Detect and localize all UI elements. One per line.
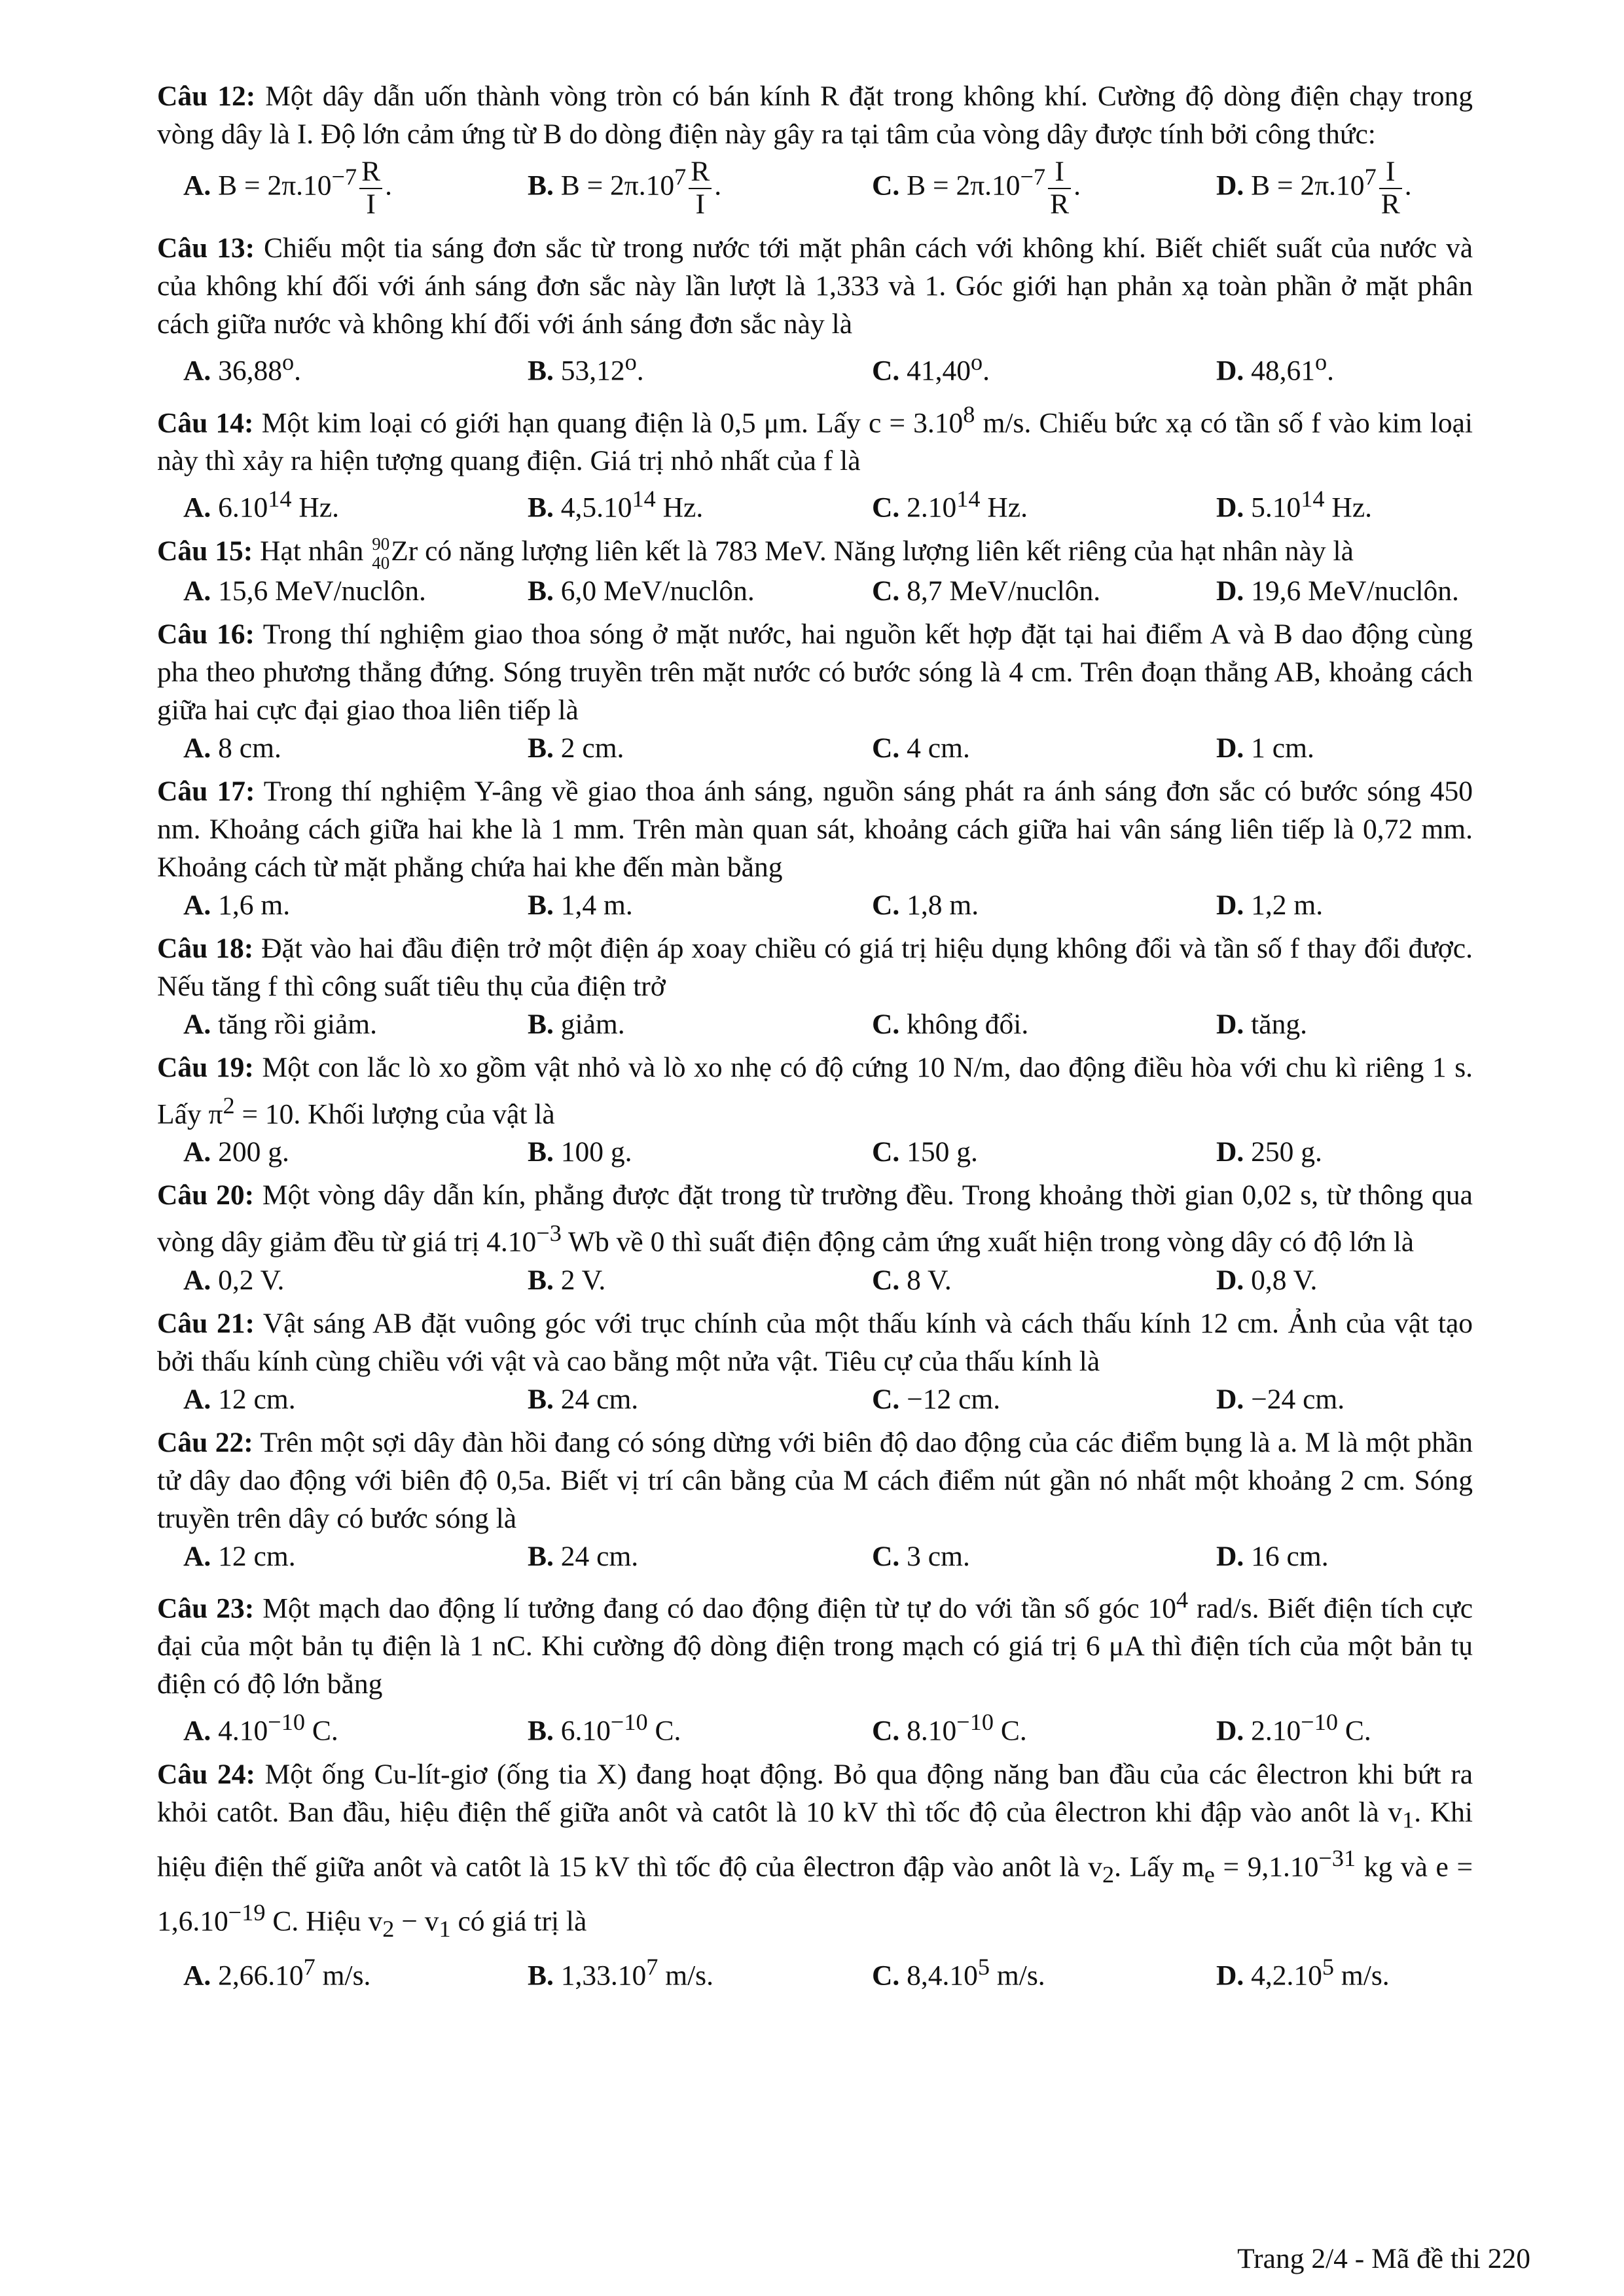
answer-options [183, 1703, 1473, 1750]
option-a[interactable]: A. 12 cm. [183, 1540, 296, 1572]
question-19 [157, 1049, 1473, 1172]
exam-page [157, 77, 1473, 2000]
option-d[interactable]: D. 0,8 V. [1216, 1264, 1318, 1296]
fraction: $\frac{R}{I}$ [689, 158, 712, 219]
question-13 [157, 229, 1473, 390]
option-c[interactable]: C. 41,40$^o$. [872, 349, 990, 387]
question-text: Câu 16: Trong thí nghiệm giao thoa sóng ở mặt nước, hai nguồn kết hợp đặt tại hai điểm A và B dao động cùng pha theo phương thẳng đứng. Sóng truyền trên mặt nước có bước sóng là 4 cm. Trên đoạn thẳng AB, khoảng cách giữa hai cực đại giao thoa liên tiếp là [157, 618, 1473, 726]
option-b[interactable]: B. 2 cm. [528, 732, 624, 764]
option-a[interactable]: A. tăng rồi giảm. [183, 1008, 377, 1040]
question-text: Câu 14: Một kim loại có giới hạn quang điện là 0,5 μm. Lấy $c = 3.10^8$ m/s. Chiếu bức xạ có tần số f vào kim loại này thì xảy ra hiện tượng quang điện. Giá trị nhỏ nhất của f là [157, 401, 1473, 477]
option-c[interactable]: C. 4 cm. [872, 732, 970, 764]
page-footer: Trang 2/4 - Mã đề thi 220 [1237, 2243, 1530, 2274]
question-number: Câu 22: [157, 1426, 253, 1458]
question-number: Câu 23: [157, 1592, 255, 1624]
option-a[interactable]: A. $4.10^{-10}$ C. [183, 1709, 338, 1747]
option-b[interactable]: B. $6.10^{-10}$ C. [528, 1709, 681, 1747]
nuclide-notation: 90 40 [372, 534, 390, 573]
fraction: $\frac{I}{R}$ [1379, 158, 1402, 219]
answer-options [183, 480, 1473, 527]
question-23 [157, 1581, 1473, 1750]
answer-options [183, 572, 1473, 610]
option-c[interactable]: C. 8,4.10$^5$ m/s. [872, 1953, 1045, 1992]
option-d[interactable]: D. −24 cm. [1216, 1383, 1345, 1415]
option-d[interactable]: D. 5.10$^{14}$ Hz. [1216, 486, 1373, 524]
option-a[interactable]: A. 2,66.10$^7$ m/s. [183, 1953, 371, 1992]
question-text: Câu 13: Chiếu một tia sáng đơn sắc từ trong nước tới mặt phân cách với không khí. Biết chiết suất của nước và của không khí đối với ánh sáng đơn sắc này lần lượt là 1,333 và 1. Góc giới hạn phản xạ toàn phần ở mặt phân cách giữa nước và không khí đối với ánh sáng đơn sắc này là [157, 232, 1473, 340]
option-c[interactable]: C. $8.10^{-10}$ C. [872, 1709, 1027, 1747]
question-text: Câu 21: Vật sáng AB đặt vuông góc với trục chính của một thấu kính và cách thấu kính 12 cm. Ảnh của vật tạo bởi thấu kính cùng chiều với vật và cao bằng một nửa vật. Tiêu cự của thấu kính là [157, 1307, 1473, 1377]
answer-options [183, 886, 1473, 924]
question-text: Câu 17: Trong thí nghiệm Y-âng về giao thoa ánh sáng, nguồn sáng phát ra ánh sáng đơn sắc có bước sóng 450 nm. Khoảng cách giữa hai khe là 1 mm. Trên màn quan sát, khoảng cách giữa hai vân sáng liên tiếp là 0,72 mm. Khoảng cách từ mặt phẳng chứa hai khe đến màn bằng [157, 775, 1473, 883]
question-number: Câu 14: [157, 407, 254, 439]
question-17 [157, 772, 1473, 924]
option-c[interactable]: C. 150 g. [872, 1136, 978, 1168]
question-14 [157, 395, 1473, 527]
option-c[interactable]: C. 8,7 MeV/nuclôn. [872, 575, 1101, 607]
answer-options [183, 1537, 1473, 1575]
option-b[interactable]: B. 1,4 m. [528, 889, 633, 921]
option-b[interactable]: B. $B = 2\pi.10^7$ $\frac{R}{I}$ . [528, 156, 722, 220]
option-c[interactable]: C. −12 cm. [872, 1383, 1001, 1415]
option-b[interactable]: B. 24 cm. [528, 1540, 639, 1572]
question-text: Câu 12: Một dây dẫn uốn thành vòng tròn có bán kính R đặt trong không khí. Cường độ dòng điện chạy trong vòng dây là I. Độ lớn cảm ứng từ B do dòng điện này gây ra tại tâm của vòng dây được tính bởi công thức: [157, 81, 1473, 150]
option-b[interactable]: B. 100 g. [528, 1136, 632, 1168]
option-d[interactable]: D. 250 g. [1216, 1136, 1322, 1168]
option-b[interactable]: B. giảm. [528, 1008, 625, 1040]
question-text: Câu 20: Một vòng dây dẫn kín, phẳng được đặt trong từ trường đều. Trong khoảng thời gian 0,02 s, từ thông qua vòng dây giảm đều từ giá trị $4.10^{-3}$ Wb về 0 thì suất điện động cảm ứng xuất hiện trong vòng dây có độ lớn là [157, 1179, 1473, 1258]
option-d[interactable]: D. $2.10^{-10}$ C. [1216, 1709, 1371, 1747]
option-a[interactable]: A. 0,2 V. [183, 1264, 285, 1296]
question-18 [157, 929, 1473, 1043]
question-number: Câu 12: [157, 81, 256, 112]
option-c[interactable]: C. 2.10$^{14}$ Hz. [872, 486, 1028, 524]
question-number: Câu 20: [157, 1179, 255, 1211]
fraction: $\frac{R}{I}$ [359, 158, 382, 219]
option-d[interactable]: D. 1 cm. [1216, 732, 1314, 764]
option-c[interactable]: C. không đổi. [872, 1008, 1029, 1040]
answer-options [183, 156, 1473, 219]
option-c[interactable]: C. 8 V. [872, 1264, 952, 1296]
answer-options [183, 1948, 1473, 1995]
option-d[interactable]: D. 19,6 MeV/nuclôn. [1216, 575, 1459, 607]
option-a[interactable]: A. 8 cm. [183, 732, 281, 764]
option-a[interactable]: A. $B = 2\pi.10^{-7}$ $\frac{R}{I}$ . [183, 156, 393, 220]
question-text: Câu 18: Đặt vào hai đầu điện trở một điện áp xoay chiều có giá trị hiệu dụng không đổi và tần số f thay đổi được. Nếu tăng f thì công suất tiêu thụ của điện trở [157, 932, 1473, 1002]
answer-options [183, 343, 1473, 390]
answer-options [183, 1133, 1473, 1171]
option-d[interactable]: D. $B = 2\pi.10^7$ $\frac{I}{R}$ . [1216, 156, 1412, 220]
question-number: Câu 16: [157, 618, 255, 650]
option-a[interactable]: A. 1,6 m. [183, 889, 291, 921]
option-a[interactable]: A. 200 g. [183, 1136, 289, 1168]
question-number: Câu 21: [157, 1307, 255, 1339]
answer-options [183, 729, 1473, 767]
option-b[interactable]: B. 1,33.10$^7$ m/s. [528, 1953, 713, 1992]
option-b[interactable]: B. 6,0 MeV/nuclôn. [528, 575, 755, 607]
question-15 [157, 532, 1473, 610]
option-d[interactable]: D. tăng. [1216, 1008, 1307, 1040]
option-c[interactable]: C. 3 cm. [872, 1540, 970, 1572]
question-text: Câu 23: Một mạch dao động lí tưởng đang có dao động điện từ tự do với tần số góc $10^4$ rad/s. Biết điện tích cực đại của một bản tụ điện là 1 nC. Khi cường độ dòng điện trong mạch có giá trị 6 μA thì điện tích của một bản tụ điện có độ lớn bằng [157, 1586, 1473, 1700]
answer-options [183, 1005, 1473, 1043]
option-d[interactable]: D. 4,2.10$^5$ m/s. [1216, 1953, 1390, 1992]
fraction: $\frac{I}{R}$ [1048, 158, 1071, 219]
question-number: Câu 19: [157, 1051, 254, 1083]
option-d[interactable]: D. 1,2 m. [1216, 889, 1324, 921]
question-text: Câu 24: Một ống Cu-lít-giơ (ống tia X) đang hoạt động. Bỏ qua động năng ban đầu của các êlectron khi bứt ra khỏi catôt. Ban đầu, hiệu điện thế giữa anôt và catôt là 10 kV thì tốc độ của êlectron khi đập vào anôt là $v_1$. Khi hiệu điện thế giữa anôt và catôt là 15 kV thì tốc độ của êlectron đập vào anôt là $v_2$. Lấy $m_e = 9,1.10^{-31}$ kg và $e = 1,6.10^{-19}$ C. Hiệu $v_2 - v_1$ có giá trị là [157, 1758, 1473, 1942]
question-22 [157, 1424, 1473, 1575]
option-c[interactable]: C. 1,8 m. [872, 889, 979, 921]
question-20 [157, 1176, 1473, 1299]
question-number: Câu 24: [157, 1758, 255, 1790]
option-b[interactable]: B. 24 cm. [528, 1383, 639, 1415]
question-text: Câu 22: Trên một sợi dây đàn hồi đang có sóng dừng với biên độ dao động của các điểm bụng là a. M là một phần tử dây dao động với biên độ 0,5a. Biết vị trí cân bằng của M cách điểm nút gần nó nhất một khoảng 2 cm. Sóng truyền trên dây có bước sóng là [157, 1426, 1473, 1534]
option-d[interactable]: D. 48,61$^o$. [1216, 349, 1335, 387]
option-d[interactable]: D. 16 cm. [1216, 1540, 1329, 1572]
option-b[interactable]: B. 2 V. [528, 1264, 606, 1296]
answer-options [183, 1261, 1473, 1299]
option-a[interactable]: A. 12 cm. [183, 1383, 296, 1415]
question-21 [157, 1304, 1473, 1418]
question-24 [157, 1755, 1473, 1995]
answer-options [183, 1380, 1473, 1418]
question-number: Câu 13: [157, 232, 255, 264]
question-number: Câu 18: [157, 932, 254, 964]
option-a[interactable]: A. 6.10$^{14}$ Hz. [183, 486, 340, 524]
option-b[interactable]: B. 53,12$^o$. [528, 349, 644, 387]
question-16 [157, 615, 1473, 767]
question-text: Câu 19: Một con lắc lò xo gồm vật nhỏ và lò xo nhẹ có độ cứng 10 N/m, dao động điều hòa với chu kì riêng 1 s. Lấy $\pi^2 = 10$. Khối lượng của vật là [157, 1051, 1473, 1130]
option-c[interactable]: C. $B = 2\pi.10^{-7}$ $\frac{I}{R}$ . [872, 156, 1081, 220]
question-number: Câu 15: [157, 535, 253, 567]
question-number: Câu 17: [157, 775, 255, 807]
option-a[interactable]: A. 36,88$^o$. [183, 349, 302, 387]
question-text: Câu 15: Hạt nhân 90 40 Zr có năng lượng liên kết là 783 MeV. Năng lượng liên kết riêng của hạt nhân này là [157, 534, 1354, 573]
question-12 [157, 77, 1473, 219]
option-a[interactable]: A. 15,6 MeV/nuclôn. [183, 575, 426, 607]
option-b[interactable]: B. 4,5.10$^{14}$ Hz. [528, 486, 704, 524]
